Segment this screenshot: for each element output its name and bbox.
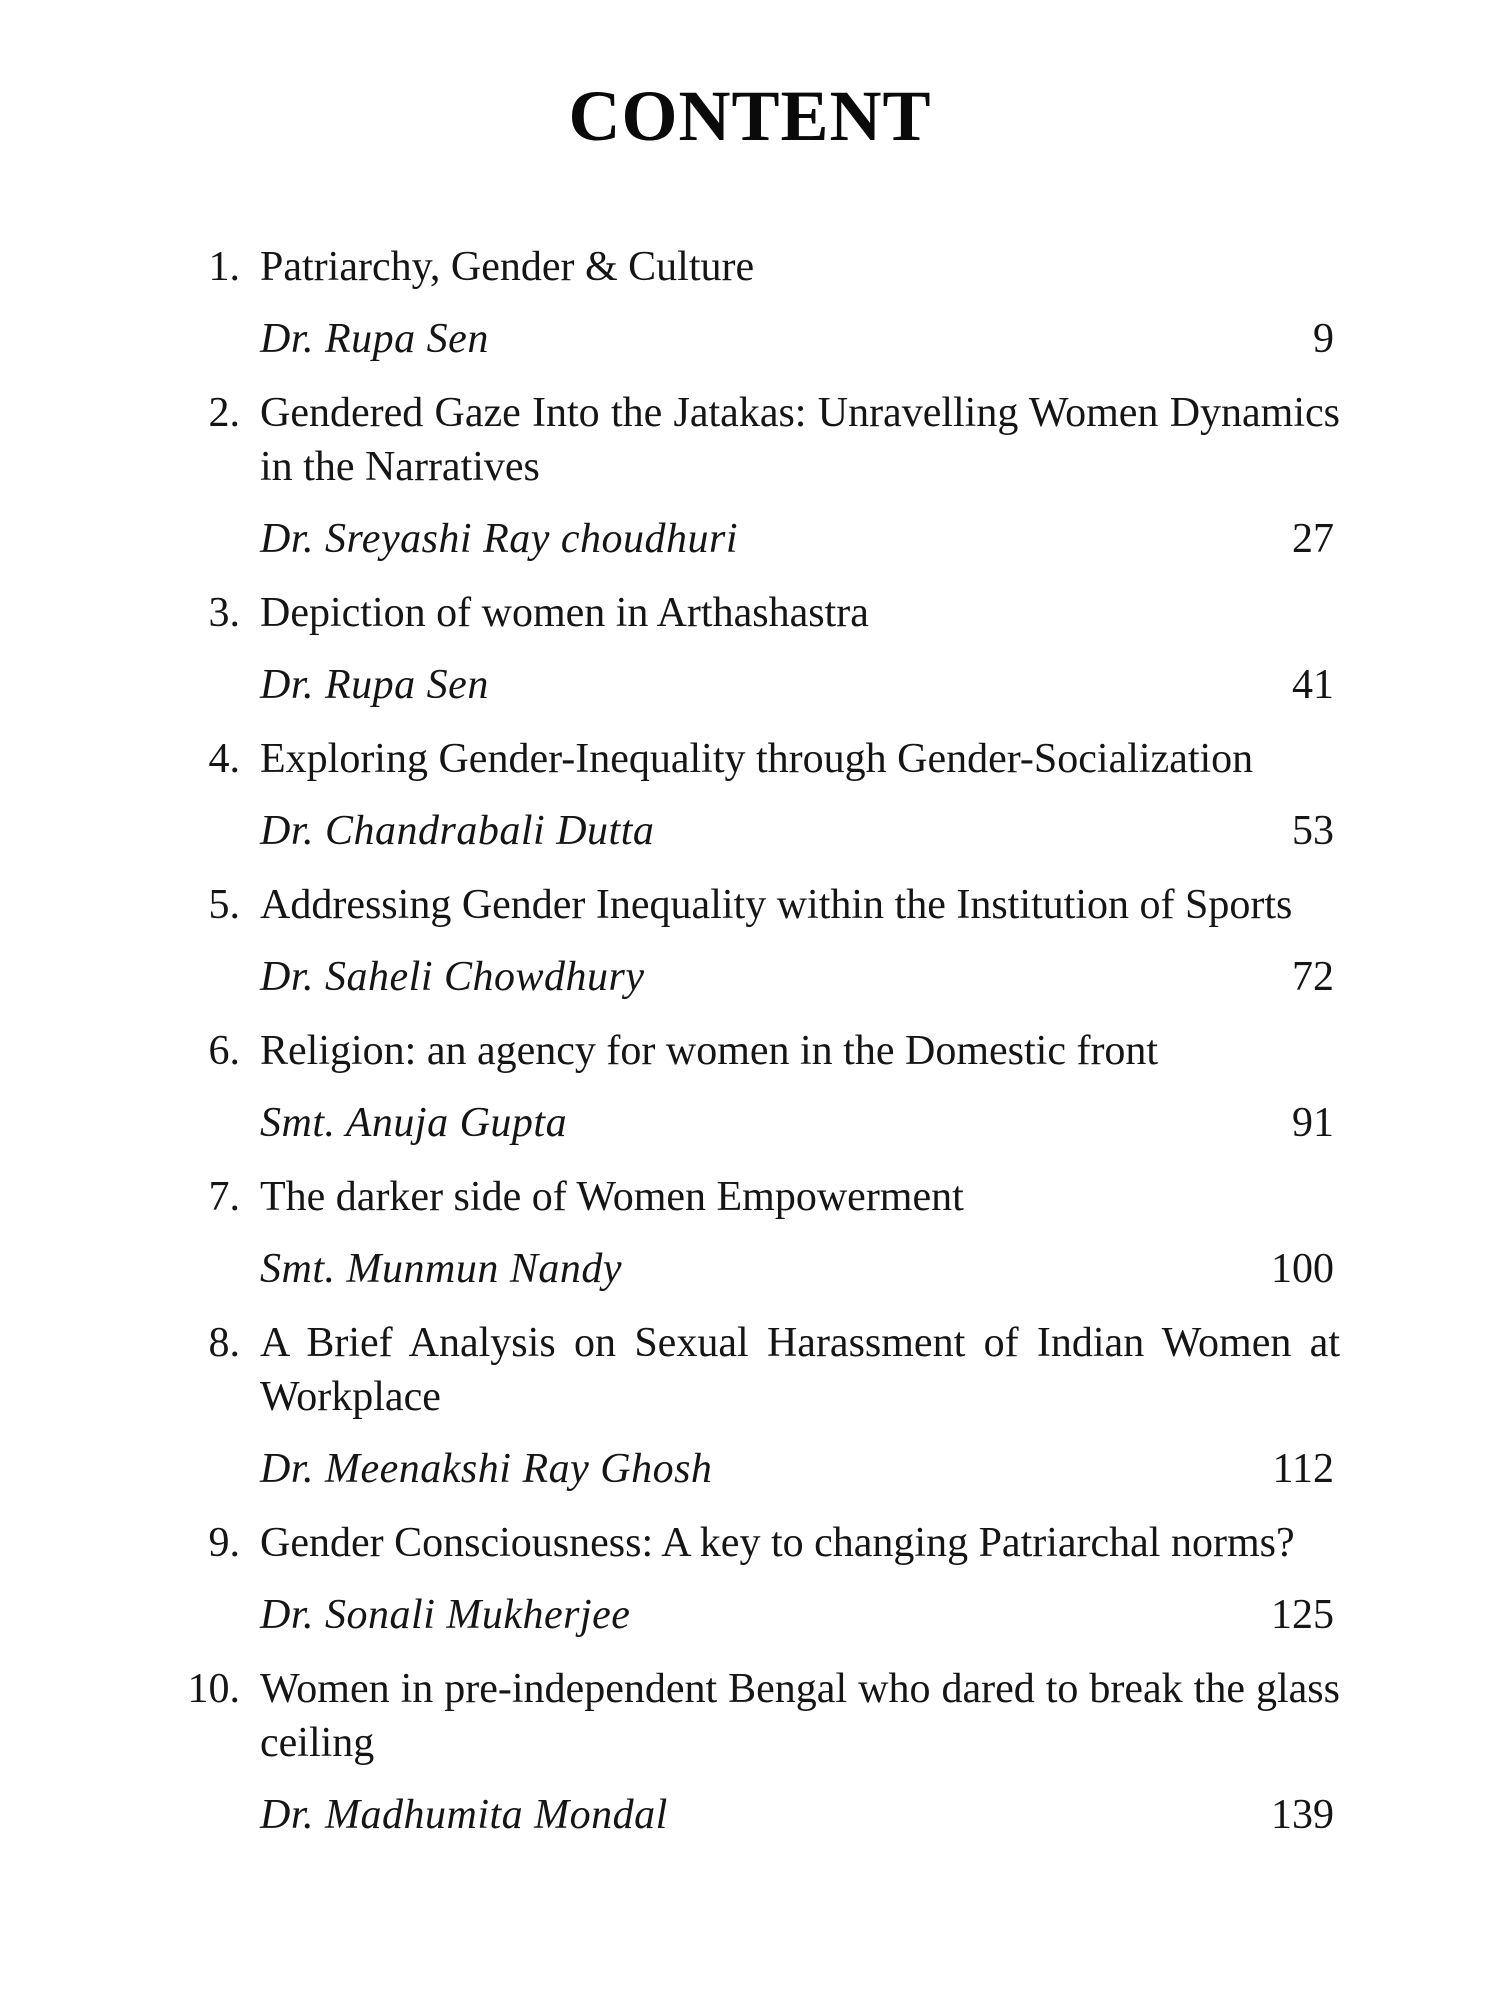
entry-number: 10. xyxy=(187,1666,240,1712)
entry-number: 5. xyxy=(208,882,240,928)
entry-author: Dr. Madhumita Mondal xyxy=(260,1792,668,1838)
toc-entry-10 xyxy=(150,1662,1340,1842)
entry-page-number: 91 xyxy=(1292,1100,1334,1146)
entry-number: 6. xyxy=(208,1028,240,1074)
entry-number: 9. xyxy=(208,1520,240,1566)
entry-page-number: 100 xyxy=(1271,1246,1334,1292)
toc-entry-1 xyxy=(150,240,1340,366)
entry-page-number: 27 xyxy=(1292,516,1334,562)
entry-author: Dr. Meenakshi Ray Ghosh xyxy=(260,1446,713,1492)
page-title: CONTENT xyxy=(568,76,932,156)
entry-page-number: 139 xyxy=(1271,1792,1334,1838)
entry-title: Religion: an agency for women in the Domestic front xyxy=(260,1028,1159,1074)
entry-number: 1. xyxy=(208,244,240,290)
entry-title: Gender Consciousness: A key to changing Patriarchal norms? xyxy=(260,1520,1295,1566)
toc-entry-6 xyxy=(150,1024,1340,1150)
entry-number: 8. xyxy=(208,1320,240,1366)
entry-title: Patriarchy, Gender & Culture xyxy=(260,244,755,290)
entry-author: Smt. Anuja Gupta xyxy=(260,1100,568,1146)
entry-number: 2. xyxy=(208,390,240,436)
entry-page-number: 9 xyxy=(1313,316,1334,362)
entry-author: Dr. Sreyashi Ray choudhuri xyxy=(260,516,739,562)
entry-number: 3. xyxy=(208,590,240,636)
toc-entry-2 xyxy=(150,386,1340,566)
entry-author: Dr. Rupa Sen xyxy=(260,662,489,708)
toc-entry-9 xyxy=(150,1516,1340,1642)
entry-number: 7. xyxy=(208,1174,240,1220)
entry-title: Addressing Gender Inequality within the Institution of Sports xyxy=(260,882,1293,928)
entry-page-number: 72 xyxy=(1292,954,1334,1000)
toc-entry-8 xyxy=(150,1316,1340,1496)
entry-title: A Brief Analysis on Sexual Harassment of Indian Women at Workplace xyxy=(260,1320,1340,1420)
entry-page-number: 53 xyxy=(1292,808,1334,854)
entry-page-number: 41 xyxy=(1292,662,1334,708)
entry-title: Gendered Gaze Into the Jatakas: Unravelling Women Dynamics in the Narratives xyxy=(260,390,1340,490)
toc-entry-3 xyxy=(150,586,1340,712)
entry-title: The darker side of Women Empowerment xyxy=(260,1174,964,1220)
toc-entry-7 xyxy=(150,1170,1340,1296)
entry-number: 4. xyxy=(208,736,240,782)
table-of-contents xyxy=(150,240,1340,1842)
entry-title: Exploring Gender-Inequality through Gender-Socialization xyxy=(260,736,1254,782)
entry-title: Women in pre-independent Bengal who dared to break the glass ceiling xyxy=(260,1666,1340,1766)
entry-author: Dr. Sonali Mukherjee xyxy=(260,1592,631,1638)
entry-author: Smt. Munmun Nandy xyxy=(260,1246,622,1292)
entry-author: Dr. Rupa Sen xyxy=(260,316,489,362)
entry-page-number: 125 xyxy=(1271,1592,1334,1638)
toc-entry-4 xyxy=(150,732,1340,858)
entry-title: Depiction of women in Arthashastra xyxy=(260,590,869,636)
toc-entry-5 xyxy=(150,878,1340,1004)
entry-page-number: 112 xyxy=(1272,1446,1334,1492)
entry-author: Dr. Chandrabali Dutta xyxy=(260,808,655,854)
entry-author: Dr. Saheli Chowdhury xyxy=(260,954,645,1000)
